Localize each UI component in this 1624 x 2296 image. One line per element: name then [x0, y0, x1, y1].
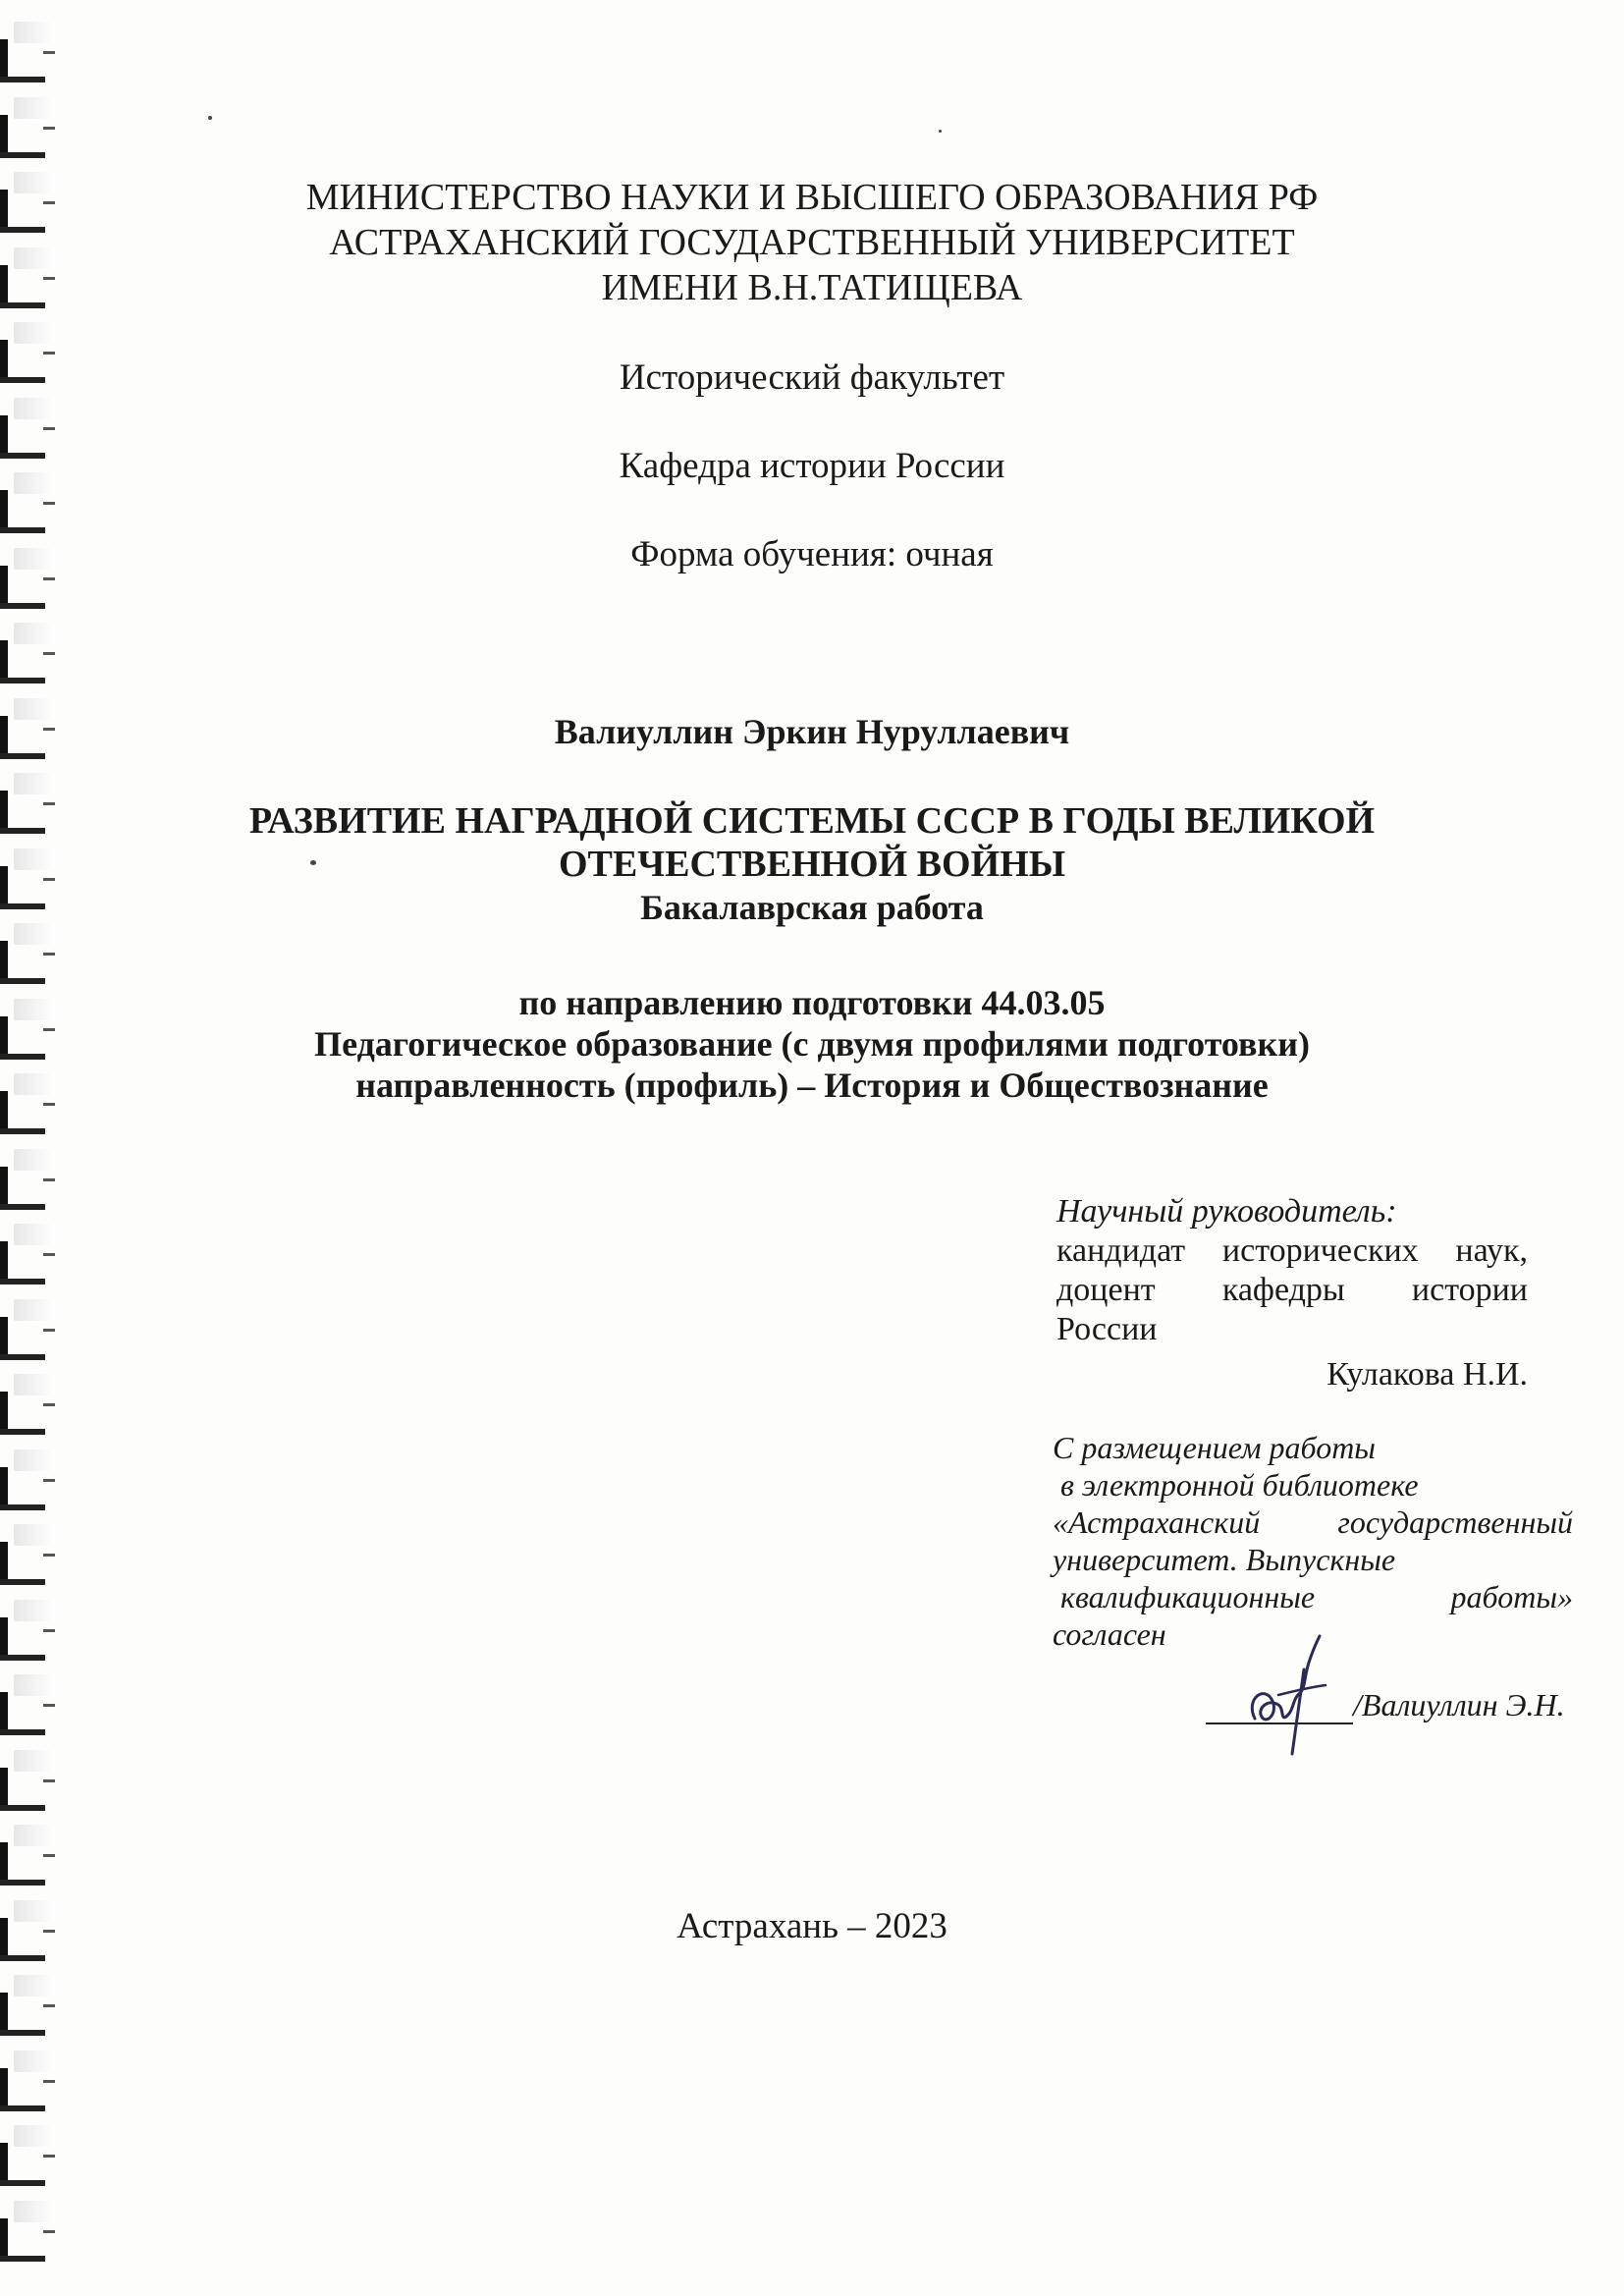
consent-line: в электронной библиотеке [1053, 1467, 1419, 1503]
ministry-line: МИНИСТЕРСТВО НАУКИ И ВЫСШЕГО ОБРАЗОВАНИЯ РФ [305, 177, 1319, 218]
study-form: Форма обучения: очная [630, 534, 994, 574]
supervisor-department: России [1056, 1311, 1158, 1347]
binding-notch [0, 2050, 57, 2111]
scan-speck [208, 116, 212, 120]
city-year: Астрахань – 2023 [677, 1906, 947, 1946]
binding-notch [0, 1449, 57, 1510]
binding-notch [0, 1524, 57, 1585]
binding-notch [0, 1299, 57, 1360]
library-consent-block [1053, 1429, 1573, 1653]
consent-line: С размещением работы [1053, 1430, 1376, 1465]
supervisor-position: доцент кафедры истории [1056, 1272, 1528, 1308]
student-signature-name: /Валиуллин Э.Н. [1353, 1687, 1565, 1722]
binding-notch [0, 1975, 57, 2036]
signature-line [1206, 1669, 1569, 1748]
binding-notch [0, 1600, 57, 1661]
ministry-header [0, 175, 1624, 310]
binding-notch [0, 2201, 57, 2262]
binding-notch [0, 1750, 57, 1811]
work-title-block [0, 799, 1624, 929]
binding-notch [0, 97, 57, 158]
direction-line: направленность (профиль) – История и Обществознание [355, 1066, 1269, 1105]
supervisor-block [1056, 1192, 1528, 1394]
supervisor-name: Кулакова Н.И. [1326, 1356, 1528, 1393]
binding-notch [0, 1825, 57, 1886]
spiral-binding [0, 0, 69, 2296]
handwritten-signature [1235, 1630, 1343, 1758]
direction-line: по направлению подготовки 44.03.05 [518, 983, 1106, 1022]
supervisor-heading: Научный руководитель: [1056, 1193, 1397, 1230]
work-title-line: ОТЕЧЕСТВЕННОЙ ВОЙНЫ [558, 844, 1066, 885]
faculty: Исторический факультет [619, 357, 1005, 398]
binding-notch [0, 623, 57, 683]
binding-notch [0, 1674, 57, 1735]
binding-notch [0, 1149, 57, 1210]
direction-block [0, 982, 1624, 1106]
work-title-line: РАЗВИТИЕ НАГРАДНОЙ СИСТЕМЫ СССР В ГОДЫ ВЕЛИКОЙ [248, 800, 1376, 842]
binding-notch [0, 1374, 57, 1435]
scan-speck [939, 130, 942, 133]
consent-line: квалификационные работы» [1060, 1579, 1573, 1614]
department: Кафедра истории России [619, 446, 1005, 486]
author-name: Валиуллин Эркин Нуруллаевич [554, 712, 1070, 751]
supervisor-degree: кандидат исторических наук, [1056, 1232, 1528, 1269]
consent-line: согласен [1053, 1616, 1166, 1652]
consent-line: «Астраханский государственный [1053, 1504, 1573, 1540]
binding-notch [0, 2125, 57, 2186]
consent-line: университет. Выпускные [1053, 1542, 1396, 1577]
university-line: АСТРАХАНСКИЙ ГОСУДАРСТВЕННЫЙ УНИВЕРСИТЕТ [329, 222, 1295, 263]
binding-notch [0, 923, 57, 984]
binding-notch [0, 1224, 57, 1285]
university-name-line: ИМЕНИ В.Н.ТАТИЩЕВА [601, 267, 1023, 308]
binding-notch [0, 22, 57, 82]
direction-line: Педагогическое образование (с двумя профилями подготовки) [314, 1024, 1310, 1064]
work-type: Бакалаврская работа [640, 888, 984, 927]
